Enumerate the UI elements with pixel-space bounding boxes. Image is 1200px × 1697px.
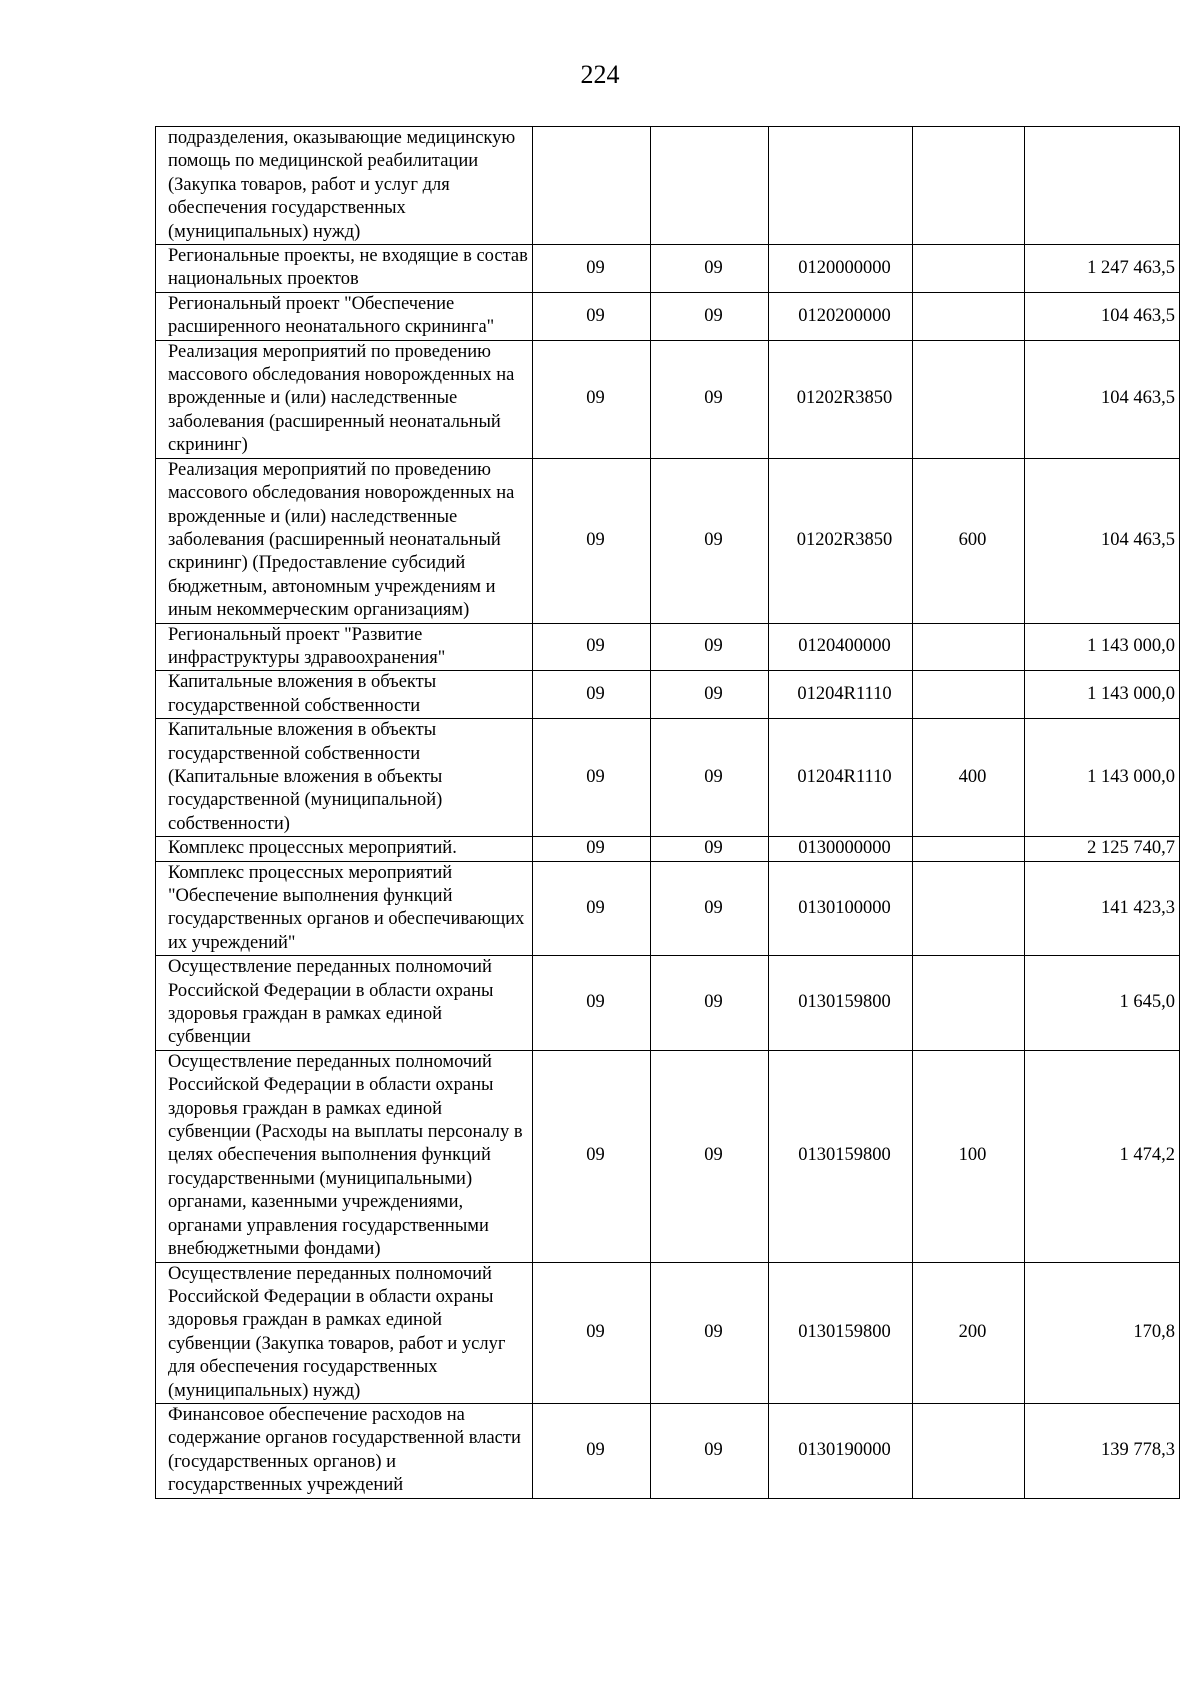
row-name: Региональный проект "Развитие инфраструктуры здравоохранения"	[156, 623, 533, 671]
row-csr: 0130000000	[769, 837, 913, 861]
row-sum: 1 143 000,0	[1025, 671, 1180, 719]
row-vr	[913, 671, 1025, 719]
row-name: подразделения, оказывающие медицинскую помощь по медицинской реабилитации (Закупка товаров, работ и услуг для обеспечения государственных (муниципальных) нужд)	[156, 127, 533, 245]
row-rz: 09	[533, 861, 651, 956]
row-sum: 1 143 000,0	[1025, 623, 1180, 671]
row-sum: 104 463,5	[1025, 292, 1180, 340]
row-vr: 100	[913, 1050, 1025, 1262]
row-name: Региональные проекты, не входящие в состав национальных проектов	[156, 245, 533, 293]
row-csr: 01202R3850	[769, 458, 913, 623]
table-row	[156, 623, 1180, 671]
row-csr: 01204R1110	[769, 719, 913, 837]
row-name: Капитальные вложения в объекты государственной собственности	[156, 671, 533, 719]
row-rz	[533, 127, 651, 245]
row-csr	[769, 127, 913, 245]
row-vr: 400	[913, 719, 1025, 837]
row-pr: 09	[651, 956, 769, 1051]
table-row	[156, 292, 1180, 340]
row-rz: 09	[533, 340, 651, 458]
row-csr: 0130190000	[769, 1403, 913, 1498]
row-sum: 104 463,5	[1025, 340, 1180, 458]
row-pr: 09	[651, 1403, 769, 1498]
row-sum: 1 247 463,5	[1025, 245, 1180, 293]
row-sum	[1025, 127, 1180, 245]
row-vr	[913, 340, 1025, 458]
row-rz: 09	[533, 956, 651, 1051]
row-csr: 0120200000	[769, 292, 913, 340]
row-pr: 09	[651, 458, 769, 623]
table-row	[156, 458, 1180, 623]
row-vr	[913, 127, 1025, 245]
row-pr: 09	[651, 861, 769, 956]
row-csr: 01202R3850	[769, 340, 913, 458]
row-pr: 09	[651, 671, 769, 719]
row-sum: 2 125 740,7	[1025, 837, 1180, 861]
row-pr	[651, 127, 769, 245]
row-rz: 09	[533, 458, 651, 623]
row-vr	[913, 837, 1025, 861]
row-name: Осуществление переданных полномочий Российской Федерации в области охраны здоровья граждан в рамках единой субвенции (Закупка товаров, работ и услуг для обеспечения государственных (муниципальных) нужд)	[156, 1262, 533, 1403]
row-rz: 09	[533, 245, 651, 293]
row-rz: 09	[533, 292, 651, 340]
row-csr: 0130159800	[769, 1262, 913, 1403]
row-rz: 09	[533, 1403, 651, 1498]
budget-table	[155, 126, 1180, 1499]
row-vr	[913, 623, 1025, 671]
row-rz: 09	[533, 1050, 651, 1262]
row-rz: 09	[533, 837, 651, 861]
row-csr: 0130159800	[769, 956, 913, 1051]
row-sum: 1 143 000,0	[1025, 719, 1180, 837]
row-pr: 09	[651, 837, 769, 861]
table-row	[156, 127, 1180, 245]
table-row	[156, 340, 1180, 458]
row-vr	[913, 956, 1025, 1051]
row-vr: 200	[913, 1262, 1025, 1403]
row-pr: 09	[651, 623, 769, 671]
row-sum: 139 778,3	[1025, 1403, 1180, 1498]
table-row	[156, 719, 1180, 837]
table-row	[156, 956, 1180, 1051]
row-rz: 09	[533, 1262, 651, 1403]
row-csr: 0120000000	[769, 245, 913, 293]
row-vr	[913, 245, 1025, 293]
row-name: Комплекс процессных мероприятий "Обеспечение выполнения функций государственных органов и обеспечивающих их учреждений"	[156, 861, 533, 956]
row-pr: 09	[651, 1262, 769, 1403]
row-csr: 01204R1110	[769, 671, 913, 719]
row-csr: 0130100000	[769, 861, 913, 956]
row-vr	[913, 861, 1025, 956]
row-name: Капитальные вложения в объекты государственной собственности (Капитальные вложения в объекты государственной (муниципальной) собственности)	[156, 719, 533, 837]
page-number: 224	[580, 60, 620, 89]
row-csr: 0120400000	[769, 623, 913, 671]
row-vr	[913, 292, 1025, 340]
row-name: Финансовое обеспечение расходов на содержание органов государственной власти (государственных органов) и государственных учреждений	[156, 1403, 533, 1498]
row-name: Региональный проект "Обеспечение расширенного неонатального скрининга"	[156, 292, 533, 340]
row-name: Комплекс процессных мероприятий.	[156, 837, 533, 861]
row-rz: 09	[533, 719, 651, 837]
row-name: Реализация мероприятий по проведению массового обследования новорожденных на врожденные и (или) наследственные заболевания (расширенный неонатальный скрининг)	[156, 340, 533, 458]
row-pr: 09	[651, 292, 769, 340]
row-vr	[913, 1403, 1025, 1498]
table-row	[156, 837, 1180, 861]
table-row	[156, 1403, 1180, 1498]
table-row	[156, 1050, 1180, 1262]
row-sum: 104 463,5	[1025, 458, 1180, 623]
row-csr: 0130159800	[769, 1050, 913, 1262]
row-name: Реализация мероприятий по проведению массового обследования новорожденных на врожденные и (или) наследственные заболевания (расширенный неонатальный скрининг) (Предоставление субсидий бюджетным, автономным учреждениям и иным некоммерческим организациям)	[156, 458, 533, 623]
row-pr: 09	[651, 1050, 769, 1262]
table-row	[156, 671, 1180, 719]
table-row	[156, 245, 1180, 293]
row-name: Осуществление переданных полномочий Российской Федерации в области охраны здоровья граждан в рамках единой субвенции	[156, 956, 533, 1051]
row-vr: 600	[913, 458, 1025, 623]
row-sum: 141 423,3	[1025, 861, 1180, 956]
row-name: Осуществление переданных полномочий Российской Федерации в области охраны здоровья граждан в рамках единой субвенции (Расходы на выплаты персоналу в целях обеспечения выполнения функций государственными (муниципальными) органами, казенными учреждениями, органами управления государственными внебюджетными фондами)	[156, 1050, 533, 1262]
table-row	[156, 1262, 1180, 1403]
row-pr: 09	[651, 340, 769, 458]
row-rz: 09	[533, 671, 651, 719]
row-pr: 09	[651, 245, 769, 293]
row-sum: 1 474,2	[1025, 1050, 1180, 1262]
row-pr: 09	[651, 719, 769, 837]
row-sum: 170,8	[1025, 1262, 1180, 1403]
row-rz: 09	[533, 623, 651, 671]
row-sum: 1 645,0	[1025, 956, 1180, 1051]
table-row	[156, 861, 1180, 956]
